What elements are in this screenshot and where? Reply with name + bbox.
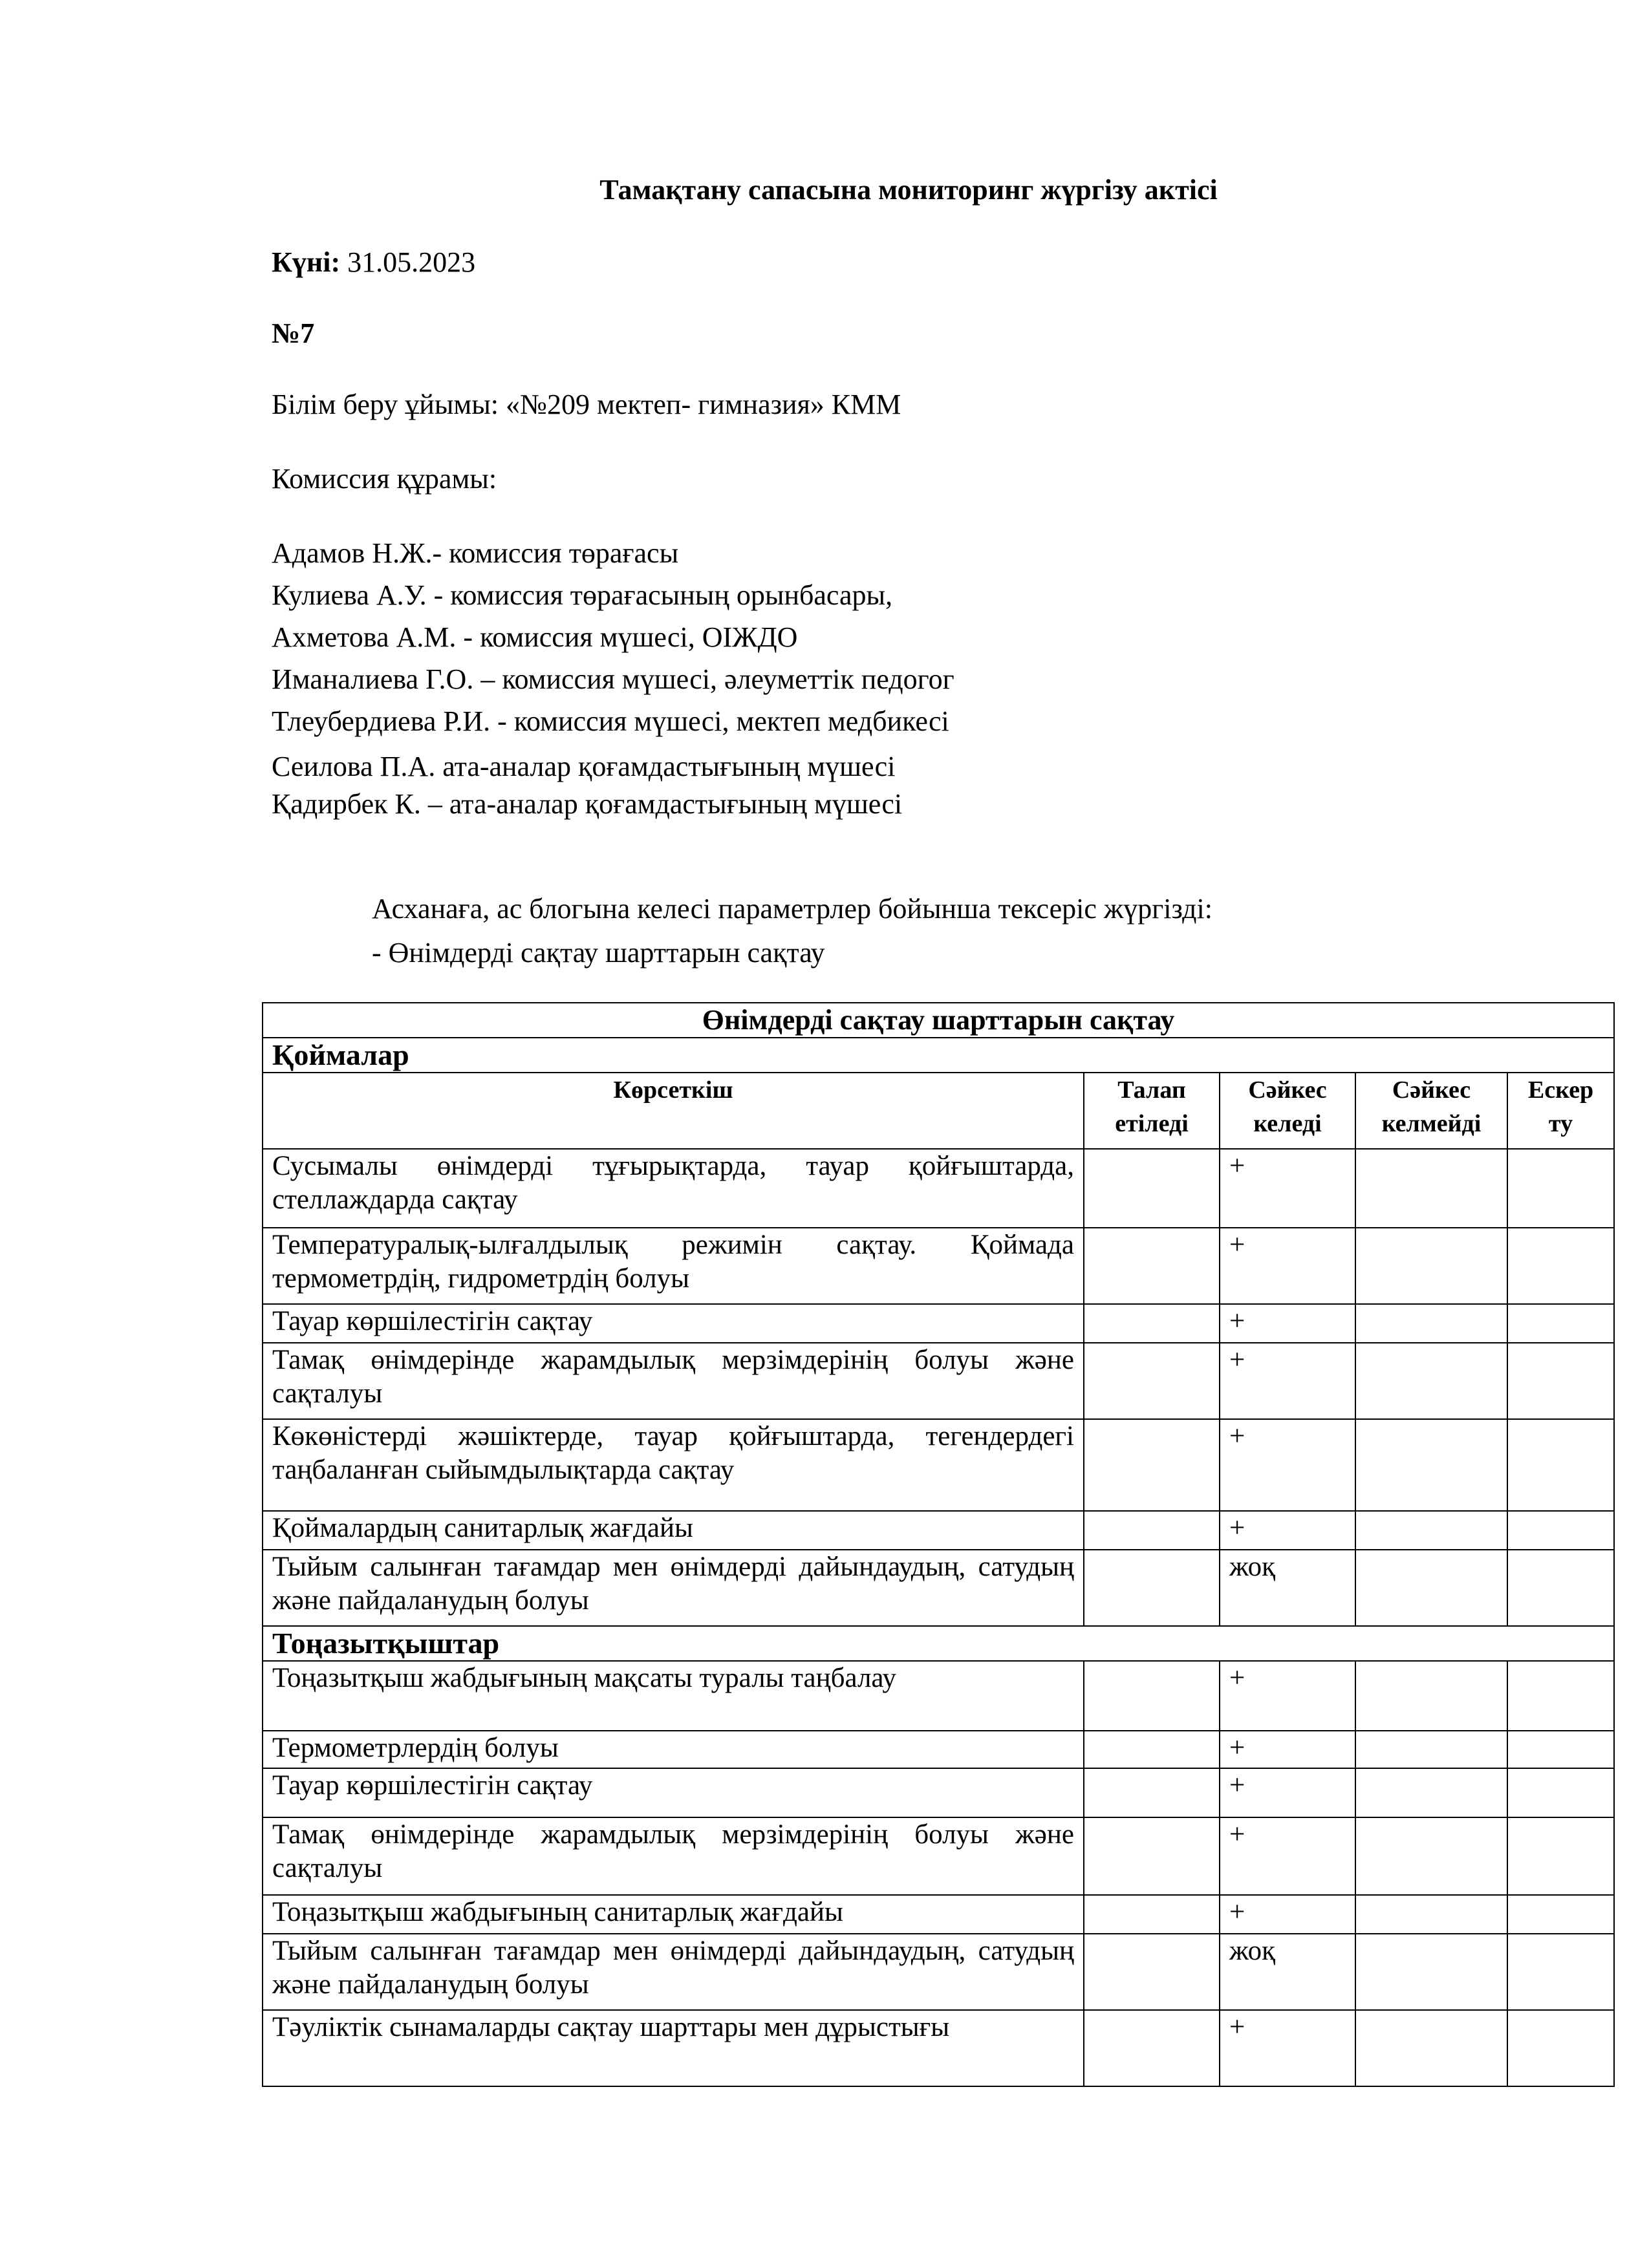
row-note [1507, 1149, 1614, 1228]
table-row [263, 1511, 1614, 1550]
table-row [263, 1419, 1614, 1511]
row-compliant: + [1220, 1817, 1355, 1895]
row-noncompliant [1355, 1768, 1507, 1817]
row-compliant: + [1220, 1895, 1355, 1934]
row-compliant: + [1220, 1304, 1355, 1343]
row-compliant: + [1220, 2010, 1355, 2086]
table-row [263, 1304, 1614, 1343]
organization-label: Білім беру ұйымы: [272, 389, 499, 420]
section-row [263, 1038, 1614, 1073]
table-body [263, 1003, 1614, 2086]
row-note [1507, 1731, 1614, 1768]
commission-member: Ахметова А.М. - комиссия мүшесі, ОІЖДО [272, 621, 798, 653]
commission-member: Тлеубердиева Р.И. - комиссия мүшесі, мектеп медбикесі [272, 705, 949, 737]
row-noncompliant [1355, 1304, 1507, 1343]
row-indicator: Тыйым салынған тағамдар мен өнімдерді дайындаудың, сатудың және пайдаланудың болуы [263, 1550, 1084, 1626]
section-title: Қоймалар [263, 1038, 1614, 1073]
header-note: Ескер ту [1507, 1073, 1614, 1149]
storage-conditions-table [262, 1002, 1615, 2087]
table-row [263, 1550, 1614, 1626]
header-indicator: Көрсеткіш [263, 1073, 1084, 1149]
row-note [1507, 1817, 1614, 1895]
header-compliant: Сәйкес келеді [1220, 1073, 1355, 1149]
row-required [1084, 1550, 1220, 1626]
commission-member: Қадирбек К. – ата-аналар қоғамдастығының мүшесі [272, 788, 903, 820]
intro-item: - Өнімдерді сақтау шарттарын сақтау [372, 937, 825, 968]
row-compliant: жоқ [1220, 1934, 1355, 2010]
row-required [1084, 1895, 1220, 1934]
row-compliant: + [1220, 1511, 1355, 1550]
row-indicator: Қоймалардың санитарлық жағдайы [263, 1511, 1084, 1550]
row-required [1084, 2010, 1220, 2086]
row-required [1084, 1768, 1220, 1817]
row-indicator: Тауар көршілестігін сақтау [263, 1768, 1084, 1817]
document-title: Тамақтану сапасына мониторинг жүргізу актісі [599, 174, 1218, 206]
row-noncompliant [1355, 1419, 1507, 1511]
row-required [1084, 1817, 1220, 1895]
table-row [263, 1661, 1614, 1731]
row-indicator: Тоңазытқыш жабдығының мақсаты туралы таңбалау [263, 1661, 1084, 1731]
table-row [263, 1817, 1614, 1895]
table-caption: Өнімдерді сақтау шарттарын сақтау [263, 1003, 1614, 1038]
row-indicator: Тоңазытқыш жабдығының санитарлық жағдайы [263, 1895, 1084, 1934]
row-required [1084, 1228, 1220, 1304]
organization-value: «№209 мектеп- гимназия» КММ [506, 389, 901, 420]
commission-member: Кулиева А.У. - комиссия төрағасының орынбасары, [272, 579, 893, 611]
row-required [1084, 1731, 1220, 1768]
table-header-row [263, 1073, 1614, 1149]
row-note [1507, 1768, 1614, 1817]
table-row [263, 1228, 1614, 1304]
row-indicator: Температуралық-ылғалдылық режимін сақтау. Қоймада термометрдің, гидрометрдің болуы [263, 1228, 1084, 1304]
header-noncompliant: Сәйкес келмейді [1355, 1073, 1507, 1149]
intro-line: Асханаға, ас блогына келесі параметрлер бойынша тексеріс жүргізді: [372, 893, 1212, 925]
row-noncompliant [1355, 2010, 1507, 2086]
row-note [1507, 1550, 1614, 1626]
row-note [1507, 1343, 1614, 1419]
table-row [263, 1895, 1614, 1934]
act-number: №7 [272, 317, 315, 349]
row-required [1084, 1304, 1220, 1343]
row-indicator: Тыйым салынған тағамдар мен өнімдерді дайындаудың, сатудың және пайдаланудың болуы [263, 1934, 1084, 2010]
table-row [263, 1343, 1614, 1419]
table-row [263, 1768, 1614, 1817]
row-note [1507, 1228, 1614, 1304]
row-compliant: жоқ [1220, 1550, 1355, 1626]
row-noncompliant [1355, 1817, 1507, 1895]
table-row [263, 1149, 1614, 1228]
table-row [263, 1934, 1614, 2010]
row-required [1084, 1149, 1220, 1228]
row-noncompliant [1355, 1550, 1507, 1626]
table-row [263, 2010, 1614, 2086]
row-note [1507, 1419, 1614, 1511]
row-noncompliant [1355, 1661, 1507, 1731]
row-indicator: Көкөністерді жәшіктерде, тауар қойғыштарда, тегендердегі таңбаланған сыйымдылықтарда сақтау [263, 1419, 1084, 1511]
section-title: Тоңазытқыштар [263, 1626, 1614, 1661]
row-compliant: + [1220, 1343, 1355, 1419]
commission-label: Комиссия құрамы: [272, 463, 497, 495]
commission-member: Сеилова П.А. ата-аналар қоғамдастығының мүшесі [272, 751, 896, 782]
row-note [1507, 1934, 1614, 2010]
date-value: 31.05.2023 [347, 246, 476, 278]
row-note [1507, 2010, 1614, 2086]
table-row [263, 1731, 1614, 1768]
row-compliant: + [1220, 1731, 1355, 1768]
commission-member: Иманалиева Г.О. – комиссия мүшесі, әлеуметтік педогог [272, 663, 954, 695]
section-row [263, 1626, 1614, 1661]
row-indicator: Тәуліктік сынамаларды сақтау шарттары мен дұрыстығы [263, 2010, 1084, 2086]
row-note [1507, 1895, 1614, 1934]
row-compliant: + [1220, 1768, 1355, 1817]
row-compliant: + [1220, 1228, 1355, 1304]
row-noncompliant [1355, 1731, 1507, 1768]
row-indicator: Тамақ өнімдерінде жарамдылық мерзімдерінің болуы және сақталуы [263, 1817, 1084, 1895]
date-label: Күні: [272, 246, 341, 278]
row-indicator: Тамақ өнімдерінде жарамдылық мерзімдерінің болуы және сақталуы [263, 1343, 1084, 1419]
header-required: Талап етіледі [1084, 1073, 1220, 1149]
row-note [1507, 1304, 1614, 1343]
row-required [1084, 1511, 1220, 1550]
commission-member: Адамов Н.Ж.- комиссия төрағасы [272, 537, 679, 569]
row-compliant: + [1220, 1419, 1355, 1511]
row-indicator: Сусымалы өнімдерді тұғырықтарда, тауар қойғыштарда, стеллаждарда сақтау [263, 1149, 1084, 1228]
row-note [1507, 1511, 1614, 1550]
row-noncompliant [1355, 1343, 1507, 1419]
row-noncompliant [1355, 1934, 1507, 2010]
row-required [1084, 1661, 1220, 1731]
row-indicator: Термометрлердің болуы [263, 1731, 1084, 1768]
row-indicator: Тауар көршілестігін сақтау [263, 1304, 1084, 1343]
date-line [272, 246, 475, 279]
row-required [1084, 1419, 1220, 1511]
organization-line [272, 388, 901, 421]
row-compliant: + [1220, 1661, 1355, 1731]
row-noncompliant [1355, 1895, 1507, 1934]
row-noncompliant [1355, 1149, 1507, 1228]
row-note [1507, 1661, 1614, 1731]
row-noncompliant [1355, 1511, 1507, 1550]
row-required [1084, 1343, 1220, 1419]
row-noncompliant [1355, 1228, 1507, 1304]
row-required [1084, 1934, 1220, 2010]
row-compliant: + [1220, 1149, 1355, 1228]
table-caption-row [263, 1003, 1614, 1038]
